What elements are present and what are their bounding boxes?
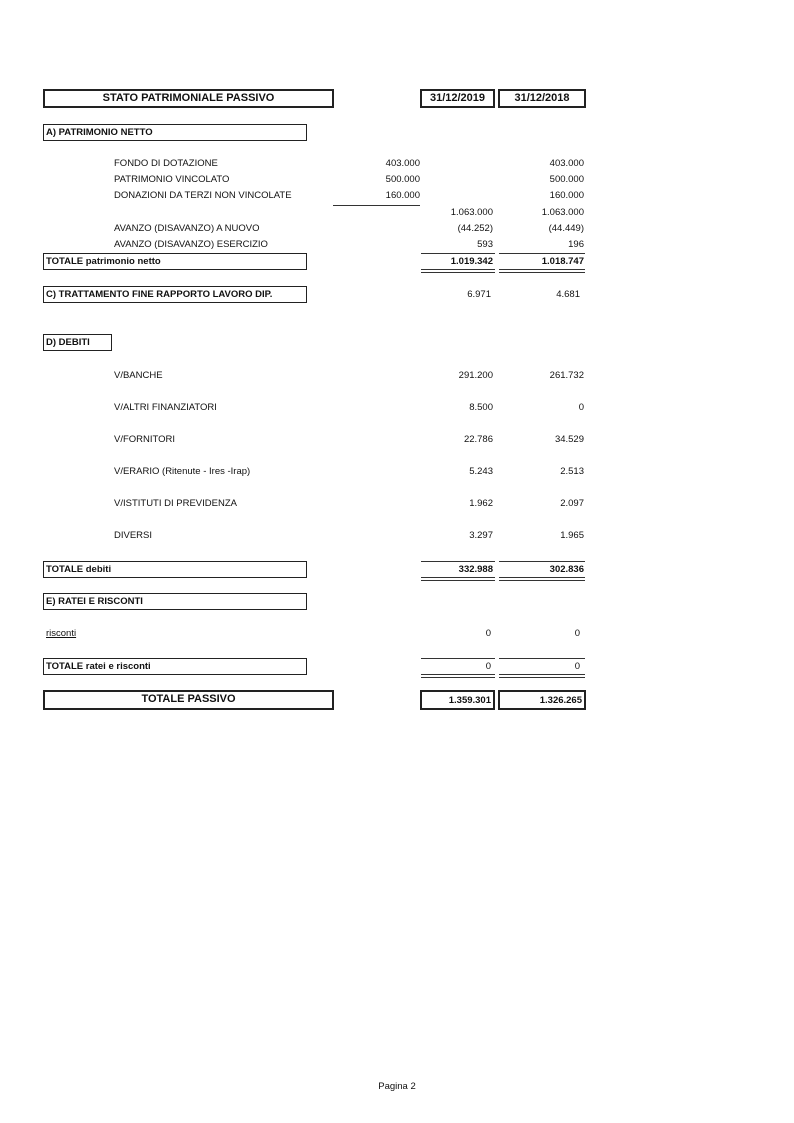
total-patrimonio-2019: 1.019.342	[450, 256, 493, 267]
risconti-2018: 0	[574, 628, 580, 639]
debiti-diversi-label: DIVERSI	[114, 530, 153, 541]
page-number: Pagina 2	[378, 1081, 416, 1092]
total-debiti-rule-2018-top	[499, 561, 585, 562]
total-debiti-rule-2019-bottom	[421, 577, 495, 581]
total-patrimonio-rule-2019-bottom	[421, 269, 495, 273]
total-patrimonio-box	[43, 253, 307, 270]
debiti-erario-label: V/ERARIO (Ritenute - Ires -Irap)	[114, 466, 251, 477]
total-ratei-label: TOTALE ratei e risconti	[46, 661, 151, 672]
debiti-banche-label: V/BANCHE	[114, 370, 163, 381]
header-title: STATO PATRIMONIALE PASSIVO	[102, 92, 275, 104]
debiti-finanziatori-2019: 8.500	[469, 402, 493, 413]
risconti-2019: 0	[485, 628, 491, 639]
header-col-2018	[498, 89, 586, 108]
item-vincolato-label: PATRIMONIO VINCOLATO	[114, 174, 230, 185]
section-e-title	[43, 593, 307, 610]
section-c-label: C) TRATTAMENTO FINE RAPPORTO LAVORO DIP.	[46, 289, 273, 300]
item-vincolato-2018: 500.000	[549, 174, 584, 185]
section-d-title	[43, 334, 112, 351]
grand-total-2019: 1.359.301	[448, 695, 491, 706]
item-avanzo-esercizio-2019: 593	[477, 239, 493, 250]
subtotal-rule	[333, 205, 420, 206]
subtotal-2019: 1.063.000	[450, 207, 493, 218]
grand-total-2019-box	[420, 690, 495, 710]
total-debiti-rule-2018-bottom	[499, 577, 585, 581]
header-col-2018-label: 31/12/2018	[514, 92, 570, 104]
debiti-previdenza-2019: 1.962	[469, 498, 493, 509]
item-donazioni-2018: 160.000	[549, 190, 584, 201]
grand-total-2018-box	[498, 690, 586, 710]
item-avanzo-nuovo-2019: (44.252)	[457, 223, 493, 234]
section-a-label: A) PATRIMONIO NETTO	[46, 127, 153, 138]
total-debiti-label: TOTALE debiti	[46, 564, 112, 575]
debiti-diversi-2018: 1.965	[560, 530, 584, 541]
risconti-label: risconti	[46, 628, 77, 639]
item-avanzo-nuovo-2018: (44.449)	[548, 223, 584, 234]
total-debiti-rule-2019-top	[421, 561, 495, 562]
item-avanzo-nuovo-label: AVANZO (DISAVANZO) A NUOVO	[114, 223, 260, 234]
total-ratei-2019: 0	[485, 661, 491, 672]
section-c-title	[43, 286, 307, 303]
item-fondo-label: FONDO DI DOTAZIONE	[114, 158, 218, 169]
debiti-fornitori-2019: 22.786	[463, 434, 493, 445]
grand-total-label: TOTALE PASSIVO	[141, 693, 236, 705]
section-a-title	[43, 124, 307, 141]
header-col-2019	[420, 89, 495, 108]
debiti-previdenza-label: V/ISTITUTI DI PREVIDENZA	[114, 498, 237, 509]
total-ratei-box	[43, 658, 307, 675]
debiti-previdenza-2018: 2.097	[560, 498, 584, 509]
debiti-banche-2018: 261.732	[549, 370, 584, 381]
item-fondo-2018: 403.000	[549, 158, 584, 169]
item-avanzo-esercizio-label: AVANZO (DISAVANZO) ESERCIZIO	[114, 239, 268, 250]
item-fondo-sub: 403.000	[385, 158, 420, 169]
debiti-finanziatori-label: V/ALTRI FINANZIATORI	[114, 402, 217, 413]
item-avanzo-esercizio-2018: 196	[568, 239, 584, 250]
tfr-2019: 6.971	[467, 289, 491, 300]
item-donazioni-sub: 160.000	[385, 190, 420, 201]
debiti-diversi-2019: 3.297	[469, 530, 493, 541]
item-donazioni-label: DONAZIONI DA TERZI NON VINCOLATE	[114, 190, 292, 201]
debiti-banche-2019: 291.200	[458, 370, 493, 381]
header-title-box	[43, 89, 334, 108]
total-debiti-2019: 332.988	[458, 564, 493, 575]
total-patrimonio-rule-2019-top	[421, 253, 495, 254]
total-patrimonio-2018: 1.018.747	[541, 256, 584, 267]
grand-total-2018: 1.326.265	[539, 695, 582, 706]
debiti-fornitori-label: V/FORNITORI	[114, 434, 176, 445]
subtotal-2018: 1.063.000	[541, 207, 584, 218]
total-ratei-rule-2019-top	[421, 658, 495, 659]
total-debiti-box	[43, 561, 307, 578]
item-vincolato-sub: 500.000	[385, 174, 420, 185]
debiti-finanziatori-2018: 0	[578, 402, 584, 413]
total-ratei-rule-2019-bottom	[421, 674, 495, 678]
debiti-erario-2018: 2.513	[560, 466, 584, 477]
total-ratei-2018: 0	[574, 661, 580, 672]
total-patrimonio-rule-2018-top	[499, 253, 585, 254]
debiti-fornitori-2018: 34.529	[554, 434, 584, 445]
section-d-label: D) DEBITI	[46, 337, 90, 348]
total-ratei-rule-2018-bottom	[499, 674, 585, 678]
grand-total-box	[43, 690, 334, 710]
total-patrimonio-label: TOTALE patrimonio netto	[46, 256, 161, 267]
tfr-2018: 4.681	[556, 289, 580, 300]
total-ratei-rule-2018-top	[499, 658, 585, 659]
total-debiti-2018: 302.836	[549, 564, 584, 575]
total-patrimonio-rule-2018-bottom	[499, 269, 585, 273]
section-e-label: E) RATEI E RISCONTI	[46, 596, 143, 607]
debiti-erario-2019: 5.243	[469, 466, 493, 477]
header-col-2019-label: 31/12/2019	[429, 92, 486, 104]
